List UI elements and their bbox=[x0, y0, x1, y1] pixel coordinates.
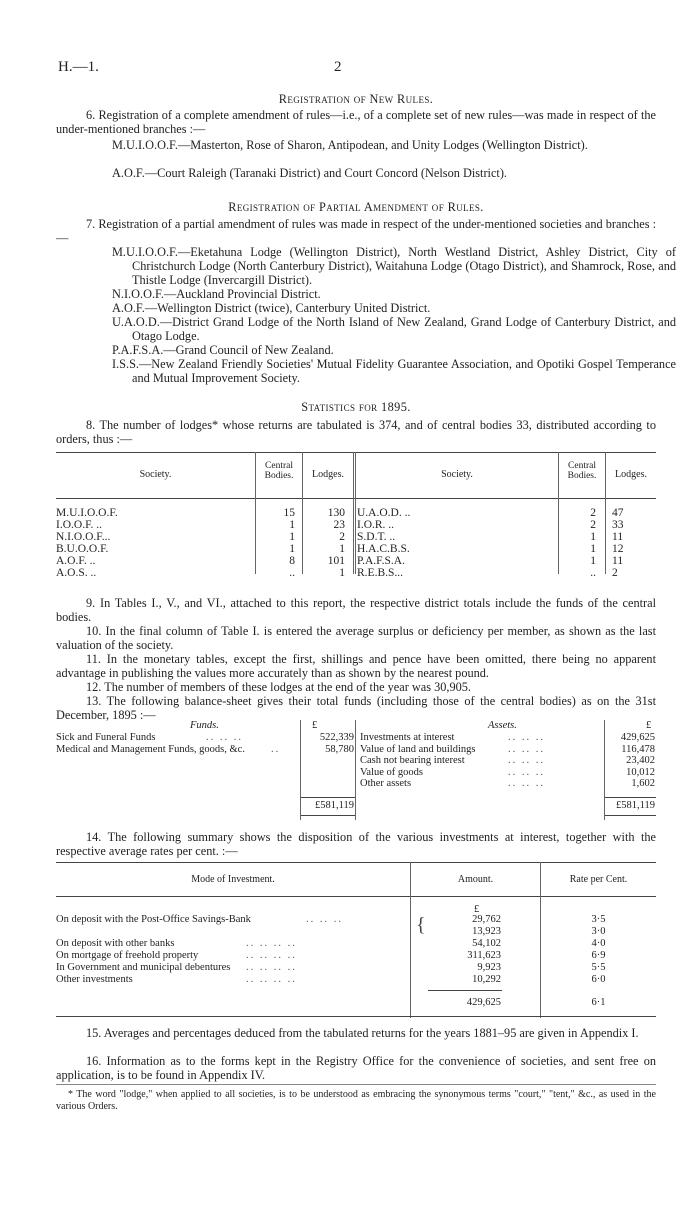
balance-asset-value: 10,012 bbox=[626, 766, 655, 778]
invest-rate: 3·0 bbox=[591, 926, 606, 937]
invest-amount: 9,923 bbox=[477, 962, 501, 973]
section-title-new-rules: Registration of New Rules. bbox=[278, 92, 434, 106]
balance-fund-label: Sick and Funeral Funds bbox=[56, 732, 156, 743]
paragraph-6: 6. Registration of a complete amendment of rules—i.e., of a complete set of new rules—was made in respect of the under-mentioned branches :— bbox=[56, 108, 656, 136]
invest-total-rate: 6·1 bbox=[591, 997, 606, 1008]
partial-amendment-item: U.A.O.D.—District Grand Lodge of the North Island of New Zealand, Grand Lodge of Canterbury District, and Otago Lodge. bbox=[112, 315, 676, 343]
balance-asset-label: Investments at interest bbox=[360, 732, 455, 743]
lodge-society: I.O.R. .. bbox=[357, 519, 395, 531]
paragraph-11: 11. In the monetary tables, except the first, shillings and pence have been omitted, there being no apparent advantage in publishing the values more accurately than as shown by the nearest pound. bbox=[56, 652, 656, 680]
new-rules-item: M.U.I.O.O.F.—Masterton, Rose of Sharon, Antipodean, and Unity Lodges (Wellington District). bbox=[112, 138, 588, 152]
lodge-table-body bbox=[56, 507, 656, 579]
paragraph-10: 10. In the final column of Table I. is entered the average surplus or deficiency per member, as shown as the last valuation of the society. bbox=[56, 624, 656, 652]
lodge-table-header-lodges: Lodges. bbox=[312, 469, 344, 480]
partial-amendment-item: I.S.S.—New Zealand Friendly Societies' Mutual Fidelity Guarantee Association, and Opotiki Gospel Temperance and Mutual Improvement Society. bbox=[112, 357, 676, 385]
paragraph-12: 12. The number of members of these lodges at the end of the year was 30,905. bbox=[86, 680, 471, 694]
lodge-table-top-rule bbox=[56, 452, 656, 453]
invest-rate: 6·0 bbox=[591, 974, 606, 985]
balance-fund-value: 58,780 bbox=[325, 743, 354, 755]
partial-amendment-item: N.I.O.O.F.—Auckland Provincial District. bbox=[112, 287, 321, 301]
invest-rate: 3·5 bbox=[591, 914, 606, 925]
lodge-count: 47 bbox=[612, 507, 624, 519]
partial-amendment-item: M.U.I.O.O.F.—Eketahuna Lodge (Wellington District), North Westland District, Ashley District, City of Christchurch Lodge (North Canterbury District), Waitahuna Lodge (Otago District), and Shamrock, Rose, and Thistle Lodge (Invercargill District). bbox=[112, 245, 676, 287]
invest-mode: On deposit with the Post-Office Savings-Bank bbox=[56, 914, 251, 925]
partial-amendment-item: P.A.F.S.A.—Grand Council of New Zealand. bbox=[112, 343, 334, 357]
lodge-society: I.O.O.F. .. bbox=[56, 519, 103, 531]
lodge-central: .. bbox=[590, 567, 596, 579]
lodge-table-row bbox=[56, 543, 656, 555]
lodge-central: 2 bbox=[590, 519, 596, 531]
lodge-society: N.I.O.O.F... bbox=[56, 531, 111, 543]
lodge-society: P.A.F.S.A. bbox=[357, 555, 405, 567]
invest-rate: 4·0 bbox=[591, 938, 606, 949]
lodge-table-row bbox=[56, 519, 656, 531]
document-page: H.—1. 2 Registration of New Rules. 6. Registration of a complete amendment of rules—i.e., of a complete set of new rules—was made in respect of the under-mentioned branches :— M.U.I.O.O.F.—Masterton, Rose of Sharon, Antipodean, and Unity Lodges (Wellington District). A.O.F.—Court Raleigh (Taranaki District) and Court Concord (Nelson District). Registration of Partial Amendment of Rules. 7. Registration of a partial amendment of rules was made in respect of the under-mentioned societies and branches :— M.U.I.O.O.F.—Eketahuna Lodge (Wellington District), North Westland District, Ashley District, City of Christchurch Lodge (North Canterbury District), Waitahuna Lodge (Otago District), and Shamrock, Rose, and Thistle Lodge (Invercargill District). N.I.O.O.F.—Auckland Provincial District. A.O.F.—Wellington District (twice), Canterbury United District. U.A.O.D.—District Grand Lodge of the North Island of New Zealand, Grand Lodge of Canterbury District, and Otago Lodge. P.A.F.S.A.—Grand Council of New Zealand. I.S.S.—New Zealand Friendly Societies' Mutual Fidelity Guarantee Association, and Opotiki Gospel Temperance and Mutual Improvement Society. Statistics for 1895. 8. The number of lodges* whose returns are tabulated is 374, and of central bodies 33, distributed according to orders, thus :— Society. Central Bodies. Lodges. Society. Central Bodies. Lodges. M.U.I.O.O.F. 15 130 U.A.O.D. .. 2 47 I.O.O.F. .. 1 23 I.O.R. .. 2 33 N.I.O.O.F... 1 2 S.D.T. .. 1 11 B.U.O.O.F. 1 1 H.A.C.B.S. 1 12 A.O.F. .. 8 101 P.A.F.S.A. 1 11 A.O.S. .. .. 1 R.E.B.S... .. 2 9. In Tables I., V., and VI., attached to this report, the respective district totals include the funds of the central bodies. 10. In the final column of Table I. is entered the average surplus or deficiency per member, as shown as the last valuation of the society. 11. In the monetary tables, except the first, shillings and pence have been omitted, there being no apparent advantage in publishing the values more accurately than as shown by the nearest pound. 12. The number of members of these lodges at the end of the year was 30,905. 13. The following balance-sheet gives their total funds (including those of the central bodies) as on the 31st December, 1895 :— Funds. £ Assets. £ Sick and Funeral Funds .. .. .. 522,339 Medical and Management Funds, goods, &c. .. 58,780 Investments at interest .. .. .. 429,625 Value of land and buildings .. .. .. 116,478 Cash not bearing interest .. .. .. 23,402 Value of goods .. .. .. 10,012 Other assets .. .. .. 1,602 £581,119 £581,119 14. The following summary shows the disposition of the various investments at interest, together with the respective average rates per cent. :— Mode of Investment. Amount. Rate per Cent. £ On deposit with the Post-Office Savings-Bank .. .. .. 29,762 3·5 13,923 3·0 On deposit with other banks .. .. .. .. 54,102 4·0 On mortgage of freehold property .. .. .. .. 311,623 6·9 In Government and municipal debentures .. .. .. .. 9,923 5·5 Other investments .. .. .. .. 10,292 6·0 { 429,625 6·1 15. Averages and percentages deduced from the tabulated returns for the years 1881–95 are given in Appendix I. 16. Information as to the forms kept in the Registry Office for the convenience of societies, and sent free on application, is to be found in Appendix IV. * The word "lodge," when applied to all societies, is to be understood as embracing the synonymous terms "court," "tent," &c., as used in the various Orders. bbox=[56, 59, 676, 1112]
balance-asset-label: Other assets bbox=[360, 778, 412, 789]
invest-pound: £ bbox=[474, 904, 480, 915]
invest-total-amount: 429,625 bbox=[466, 997, 501, 1008]
balance-pound-left: £ bbox=[312, 720, 318, 731]
lodge-table-row bbox=[56, 567, 656, 579]
lodge-table-header-lodges-2: Lodges. bbox=[615, 469, 647, 480]
lodge-count: 1 bbox=[339, 567, 345, 579]
lodge-central: 1 bbox=[289, 543, 295, 555]
footnote: * The word "lodge," when applied to all societies, is to be understood as embracing the synonymous terms "court," "tent," &c., as used in the various Orders. bbox=[56, 1089, 656, 1112]
balance-asset-label: Value of land and buildings bbox=[360, 743, 476, 755]
paragraph-7: 7. Registration of a partial amendment of rules was made in respect of the under-mentioned societies and branches :— bbox=[56, 217, 656, 245]
invest-header-rate: Rate per Cent. bbox=[569, 874, 628, 885]
lodge-society: R.E.B.S... bbox=[357, 567, 404, 579]
lodge-table-header-central-2: Central Bodies. bbox=[567, 461, 597, 481]
balance-total-right: £581,119 bbox=[616, 800, 655, 811]
paragraph-15: 15. Averages and percentages deduced from the tabulated returns for the years 1881–95 are given in Appendix I. bbox=[86, 1026, 639, 1040]
invest-mode: On deposit with other banks bbox=[56, 938, 175, 949]
report-reference: H.—1. bbox=[58, 59, 99, 75]
partial-amendment-item: A.O.F.—Wellington District (twice), Canterbury United District. bbox=[112, 301, 431, 315]
lodge-count: 23 bbox=[333, 519, 345, 531]
paragraph-8: 8. The number of lodges* whose returns are tabulated is 374, and of central bodies 33, distributed according to orders, thus :— bbox=[56, 418, 656, 446]
lodge-table-row bbox=[56, 531, 656, 543]
lodge-count: 101 bbox=[327, 555, 345, 567]
lodge-count: 33 bbox=[612, 519, 624, 531]
balance-pound-right: £ bbox=[646, 720, 652, 731]
lodge-count: 130 bbox=[327, 507, 345, 519]
lodge-central: 1 bbox=[590, 555, 596, 567]
lodge-table-row bbox=[56, 507, 656, 519]
lodge-society: M.U.I.O.O.F. bbox=[56, 507, 118, 519]
invest-header-mode: Mode of Investment. bbox=[191, 874, 275, 885]
lodge-count: 11 bbox=[612, 531, 624, 543]
paragraph-13: 13. The following balance-sheet gives their total funds (including those of the central bodies) as on the 31st December, 1895 :— bbox=[56, 694, 656, 722]
invest-mode: Other investments bbox=[56, 974, 133, 985]
invest-mode: On mortgage of freehold property bbox=[56, 950, 199, 961]
invest-amount: 54,102 bbox=[472, 938, 501, 949]
lodge-society: A.O.S. .. bbox=[56, 567, 97, 579]
lodge-count: 2 bbox=[339, 531, 345, 543]
paragraph-14: 14. The following summary shows the disposition of the various investments at interest, together with the respective average rates per cent. :— bbox=[56, 830, 656, 858]
lodge-society: A.O.F. .. bbox=[56, 555, 96, 567]
page-number: 2 bbox=[334, 59, 342, 75]
balance-asset-label: Cash not bearing interest bbox=[360, 755, 465, 766]
balance-funds-heading: Funds. bbox=[190, 720, 219, 731]
lodge-society: B.U.O.O.F. bbox=[56, 543, 109, 555]
balance-asset-value: 429,625 bbox=[620, 732, 655, 743]
lodge-central: 1 bbox=[289, 519, 295, 531]
lodge-count: 12 bbox=[612, 543, 624, 555]
section-title-partial-amendment: Registration of Partial Amendment of Rules. bbox=[228, 200, 484, 214]
lodge-table-header-central: Central Bodies. bbox=[264, 461, 294, 481]
lodge-central: 2 bbox=[590, 507, 596, 519]
balance-asset-value: 116,478 bbox=[621, 743, 655, 755]
lodge-central: 1 bbox=[289, 531, 295, 543]
lodge-count: 2 bbox=[612, 567, 618, 579]
lodge-central: .. bbox=[289, 567, 295, 579]
balance-asset-label: Value of goods bbox=[360, 766, 423, 778]
lodge-table-header-rule bbox=[56, 498, 656, 499]
lodge-table-header-society: Society. bbox=[139, 469, 172, 480]
invest-table-header-rule bbox=[56, 896, 656, 897]
balance-total-left: £581,119 bbox=[315, 800, 354, 811]
lodge-society: H.A.C.B.S. bbox=[357, 543, 410, 555]
balance-asset-value: 1,602 bbox=[631, 778, 655, 789]
invest-amount: 10,292 bbox=[472, 974, 501, 985]
lodge-society: S.D.T. .. bbox=[357, 531, 396, 543]
balance-fund-label: Medical and Management Funds, goods, &c. bbox=[56, 743, 245, 755]
lodge-central: 8 bbox=[289, 555, 295, 567]
lodge-central: 1 bbox=[590, 543, 596, 555]
lodge-society: U.A.O.D. .. bbox=[357, 507, 411, 519]
invest-brace: { bbox=[416, 914, 426, 936]
lodge-count: 1 bbox=[339, 543, 345, 555]
new-rules-item: A.O.F.—Court Raleigh (Taranaki District) and Court Concord (Nelson District). bbox=[112, 166, 507, 180]
invest-header-amount: Amount. bbox=[457, 874, 494, 885]
section-title-statistics: Statistics for 1895. bbox=[301, 400, 411, 414]
invest-rate: 5·5 bbox=[591, 962, 606, 973]
lodge-table-row bbox=[56, 555, 656, 567]
invest-rate: 6·9 bbox=[591, 950, 606, 961]
paragraph-16: 16. Information as to the forms kept in the Registry Office for the convenience of societies, and sent free on application, is to be found in Appendix IV. bbox=[56, 1054, 656, 1082]
lodge-count: 11 bbox=[612, 555, 624, 567]
invest-amount: 311,623 bbox=[467, 950, 501, 961]
lodge-central: 15 bbox=[283, 507, 295, 519]
invest-table-top-rule bbox=[56, 862, 656, 863]
lodge-table-header-society-2: Society. bbox=[441, 469, 473, 480]
balance-assets-heading: Assets. bbox=[488, 720, 517, 731]
balance-fund-value: 522,339 bbox=[319, 732, 354, 743]
invest-amount: 29,762 bbox=[472, 914, 501, 925]
balance-asset-value: 23,402 bbox=[626, 755, 655, 766]
invest-amount: 13,923 bbox=[472, 926, 501, 937]
paragraph-9: 9. In Tables I., V., and VI., attached to this report, the respective district totals include the funds of the central bodies. bbox=[56, 596, 656, 624]
invest-table-bottom-rule bbox=[56, 1016, 656, 1017]
lodge-central: 1 bbox=[590, 531, 596, 543]
footnote-rule bbox=[56, 1084, 656, 1085]
invest-mode: In Government and municipal debentures bbox=[56, 962, 231, 973]
